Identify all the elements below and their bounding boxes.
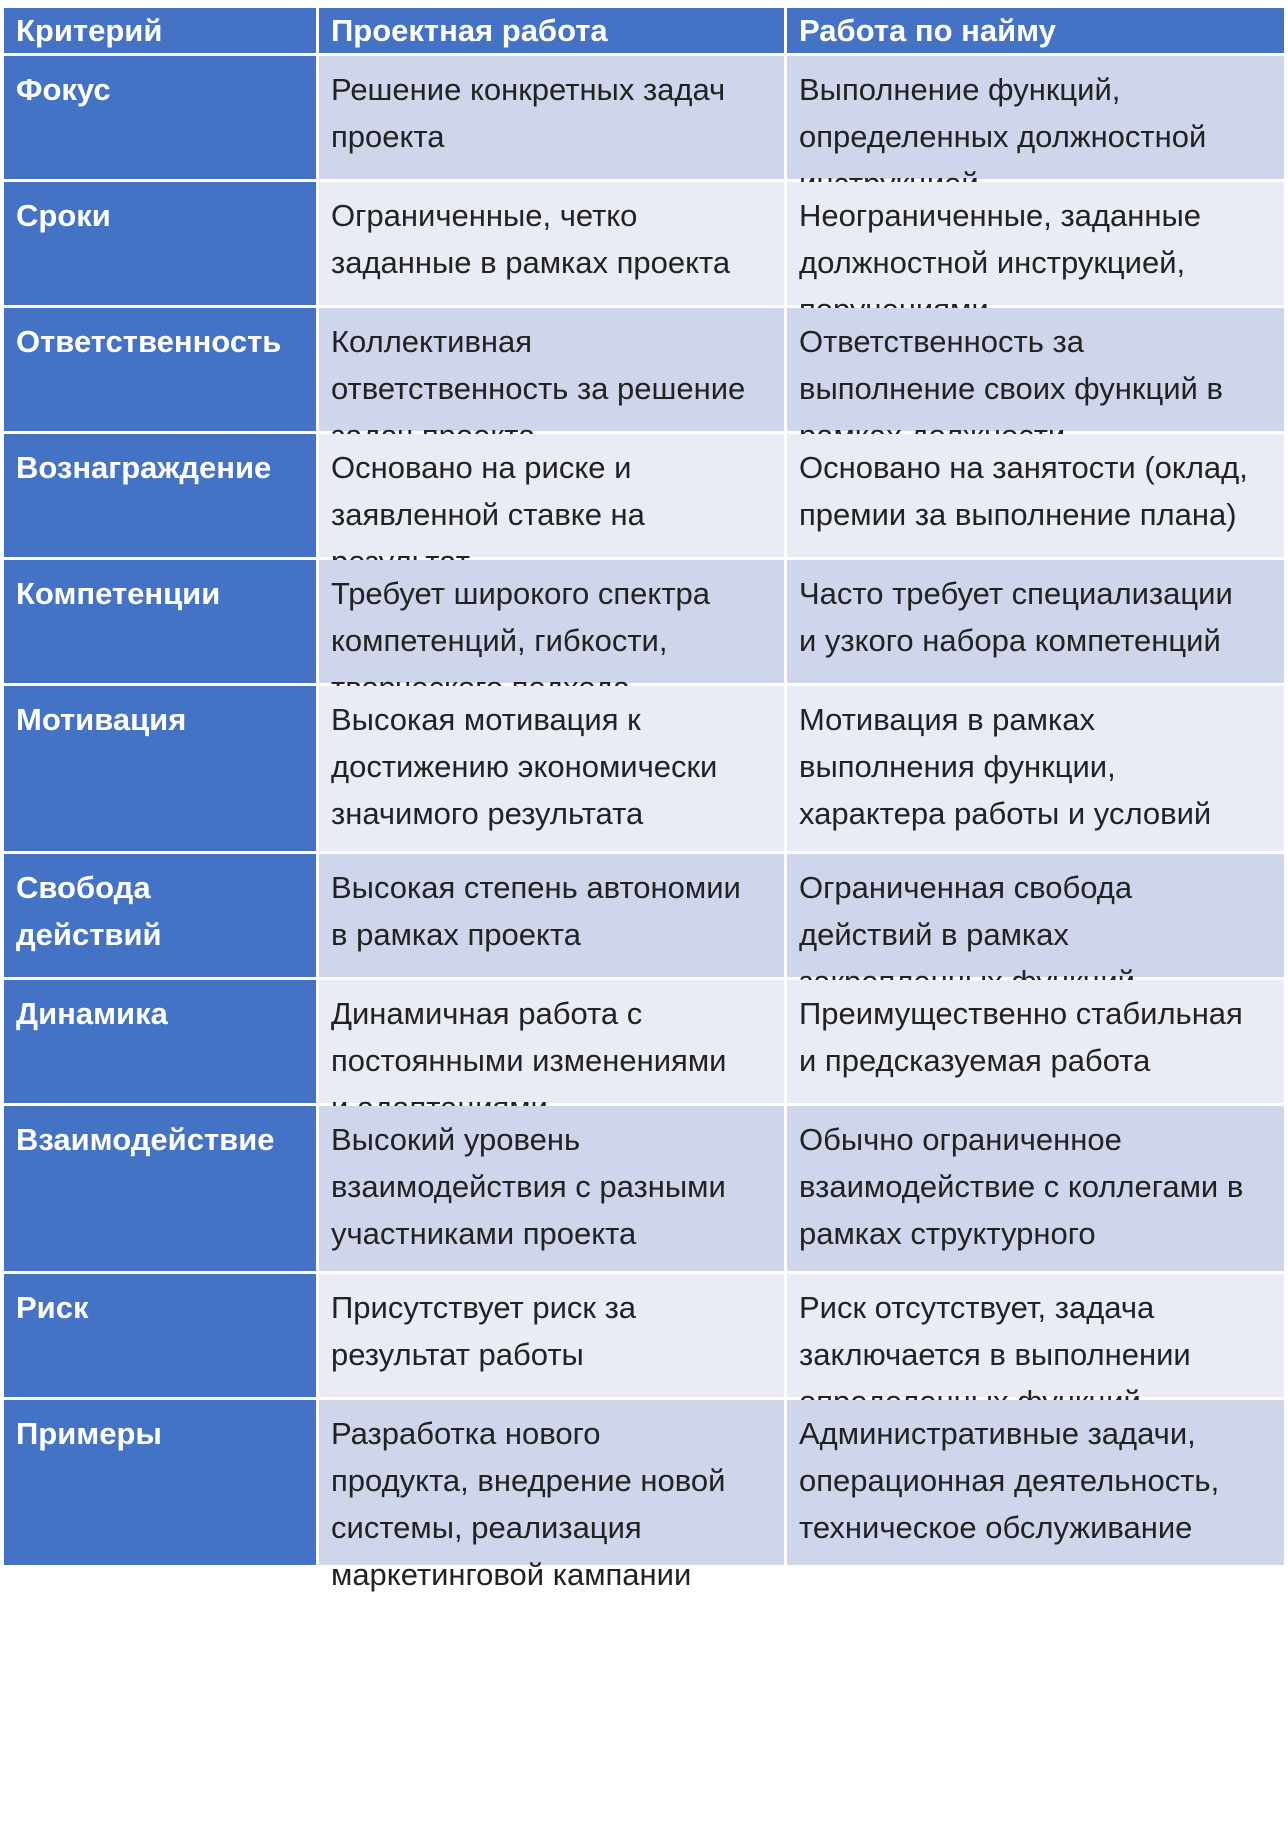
cell-text-line: Сроки	[16, 198, 111, 233]
cell-text-line: рамках структурного	[799, 1216, 1096, 1251]
cell-text-line: Риск отсутствует, задача	[799, 1290, 1155, 1325]
cell-text-line: заключается в выполнении	[799, 1337, 1191, 1372]
cell-text-line: Коллективная	[331, 324, 533, 359]
project-work-cell	[319, 1400, 784, 1592]
cell-text-line: продукта, внедрение новой	[331, 1463, 726, 1498]
cell-text-line: Вознаграждение	[16, 450, 272, 485]
header-hired-work: Работа по найму	[787, 8, 1284, 53]
cell-text-line: Основано на риске и	[331, 450, 632, 485]
cell-text-line: ответственность за решение	[331, 371, 746, 406]
cell-text-line: Решение конкретных задач	[331, 72, 726, 107]
hired-work-cell	[787, 308, 1284, 431]
cell-text-line: заданные в рамках проекта	[331, 245, 731, 280]
cell-text-line: Риск	[16, 1290, 89, 1325]
cell-text-line: Административные задачи,	[799, 1416, 1196, 1451]
cell-text-line: премии за выполнение плана)	[799, 497, 1237, 532]
project-work-cell	[319, 182, 784, 305]
cell-text-line: техническое обслуживание	[799, 1510, 1193, 1545]
cell-text-line: определенных должностной	[799, 119, 1207, 154]
cell-text-line: действий	[16, 917, 162, 952]
hired-work-cell	[787, 434, 1284, 557]
project-work-cell	[319, 308, 784, 431]
criterion-cell	[4, 56, 316, 179]
cell-text-line: Основано на занятости (оклад,	[799, 450, 1248, 485]
cell-text-line: Взаимодействие	[16, 1122, 275, 1157]
cell-text-line: Часто требует специализации	[799, 576, 1233, 611]
cell-text-line: Присутствует риск за	[331, 1290, 637, 1325]
project-work-cell	[319, 434, 784, 557]
cell-text-line: и предсказуемая работа	[799, 1043, 1151, 1078]
cell-text-line: Неограниченные, заданные	[799, 198, 1202, 233]
cell-text-line: Ограниченные, четко	[331, 198, 638, 233]
cell-text-line: Фокус	[16, 72, 111, 107]
cell-text-line: участниками проекта	[331, 1216, 637, 1251]
cell-text-line: постоянными изменениями	[331, 1043, 727, 1078]
cell-text-line: значимого результата	[331, 796, 644, 831]
criterion-cell	[4, 854, 316, 977]
project-work-cell	[319, 854, 784, 977]
criterion-cell	[4, 560, 316, 683]
cell-text-line: Высокая мотивация к	[331, 702, 641, 737]
cell-text-line: характера работы и условий	[799, 796, 1212, 831]
header-criterion: Критерий	[4, 8, 316, 53]
cell-text-line: заявленной ставке на	[331, 497, 645, 532]
criterion-cell	[4, 434, 316, 557]
hired-work-cell	[787, 686, 1284, 851]
cell-text-line: операционная деятельность,	[799, 1463, 1220, 1498]
criterion-cell	[4, 1400, 316, 1565]
cell-text-line: Динамика	[16, 996, 168, 1031]
hired-work-cell	[787, 560, 1284, 683]
header-project-work: Проектная работа	[319, 8, 784, 53]
criterion-cell	[4, 308, 316, 431]
cell-text-line: системы, реализация	[331, 1510, 642, 1545]
cell-text-line: Высокая степень автономии	[331, 870, 741, 905]
cell-text-line: Высокий уровень	[331, 1122, 581, 1157]
criterion-cell	[4, 686, 316, 851]
cell-text-line: маркетинговой кампании	[331, 1557, 692, 1592]
cell-text-line: взаимодействие с коллегами в	[799, 1169, 1244, 1204]
hired-work-cell	[787, 1106, 1284, 1271]
cell-text-line: Мотивация	[16, 702, 187, 737]
cell-text-line: взаимодействия с разными	[331, 1169, 726, 1204]
project-work-cell	[319, 560, 784, 683]
cell-text-line: Компетенции	[16, 576, 221, 611]
cell-text-line: действий в рамках	[799, 917, 1069, 952]
project-work-cell	[319, 56, 784, 179]
cell-text-line: выполнения функции,	[799, 749, 1116, 784]
cell-text-line: Обычно ограниченное	[799, 1122, 1122, 1157]
hired-work-cell	[787, 854, 1284, 977]
cell-text-line: должностной инструкцией,	[799, 245, 1186, 280]
project-work-cell	[319, 980, 784, 1103]
hired-work-cell	[787, 182, 1284, 305]
project-work-cell	[319, 1274, 784, 1397]
cell-text-line: Разработка нового	[331, 1416, 601, 1451]
hired-work-cell	[787, 1274, 1284, 1397]
cell-text-line: достижению экономически	[331, 749, 718, 784]
criterion-cell	[4, 1106, 316, 1271]
cell-text-line: выполнение своих функций в	[799, 371, 1223, 406]
hired-work-cell	[787, 56, 1284, 179]
cell-text-line: результат работы	[331, 1337, 584, 1372]
cell-text-line: Свобода	[16, 870, 151, 905]
cell-text-line: Преимущественно стабильная	[799, 996, 1243, 1031]
cell-text-line: проекта	[331, 119, 445, 154]
project-work-cell	[319, 1106, 784, 1271]
cell-text-line: Динамичная работа с	[331, 996, 643, 1031]
cell-text-line: Требует широкого спектра	[331, 576, 710, 611]
cell-text-line: Ответственность за	[799, 324, 1084, 359]
cell-text-line: Ограниченная свобода	[799, 870, 1133, 905]
hired-work-cell	[787, 1400, 1284, 1565]
cell-text-line: в рамках проекта	[331, 917, 581, 952]
criterion-cell	[4, 1274, 316, 1397]
cell-text-line: и узкого набора компетенций	[799, 623, 1221, 658]
project-work-cell	[319, 686, 784, 851]
cell-text-line: Примеры	[16, 1416, 162, 1451]
cell-text-line: Мотивация в рамках	[799, 702, 1095, 737]
criterion-cell	[4, 980, 316, 1103]
cell-text-line: компетенций, гибкости,	[331, 623, 668, 658]
hired-work-cell	[787, 980, 1284, 1103]
criterion-cell	[4, 182, 316, 305]
cell-text-line: Ответственность	[16, 324, 282, 359]
cell-text-line: Выполнение функций,	[799, 72, 1121, 107]
comparison-table	[4, 8, 1284, 1592]
